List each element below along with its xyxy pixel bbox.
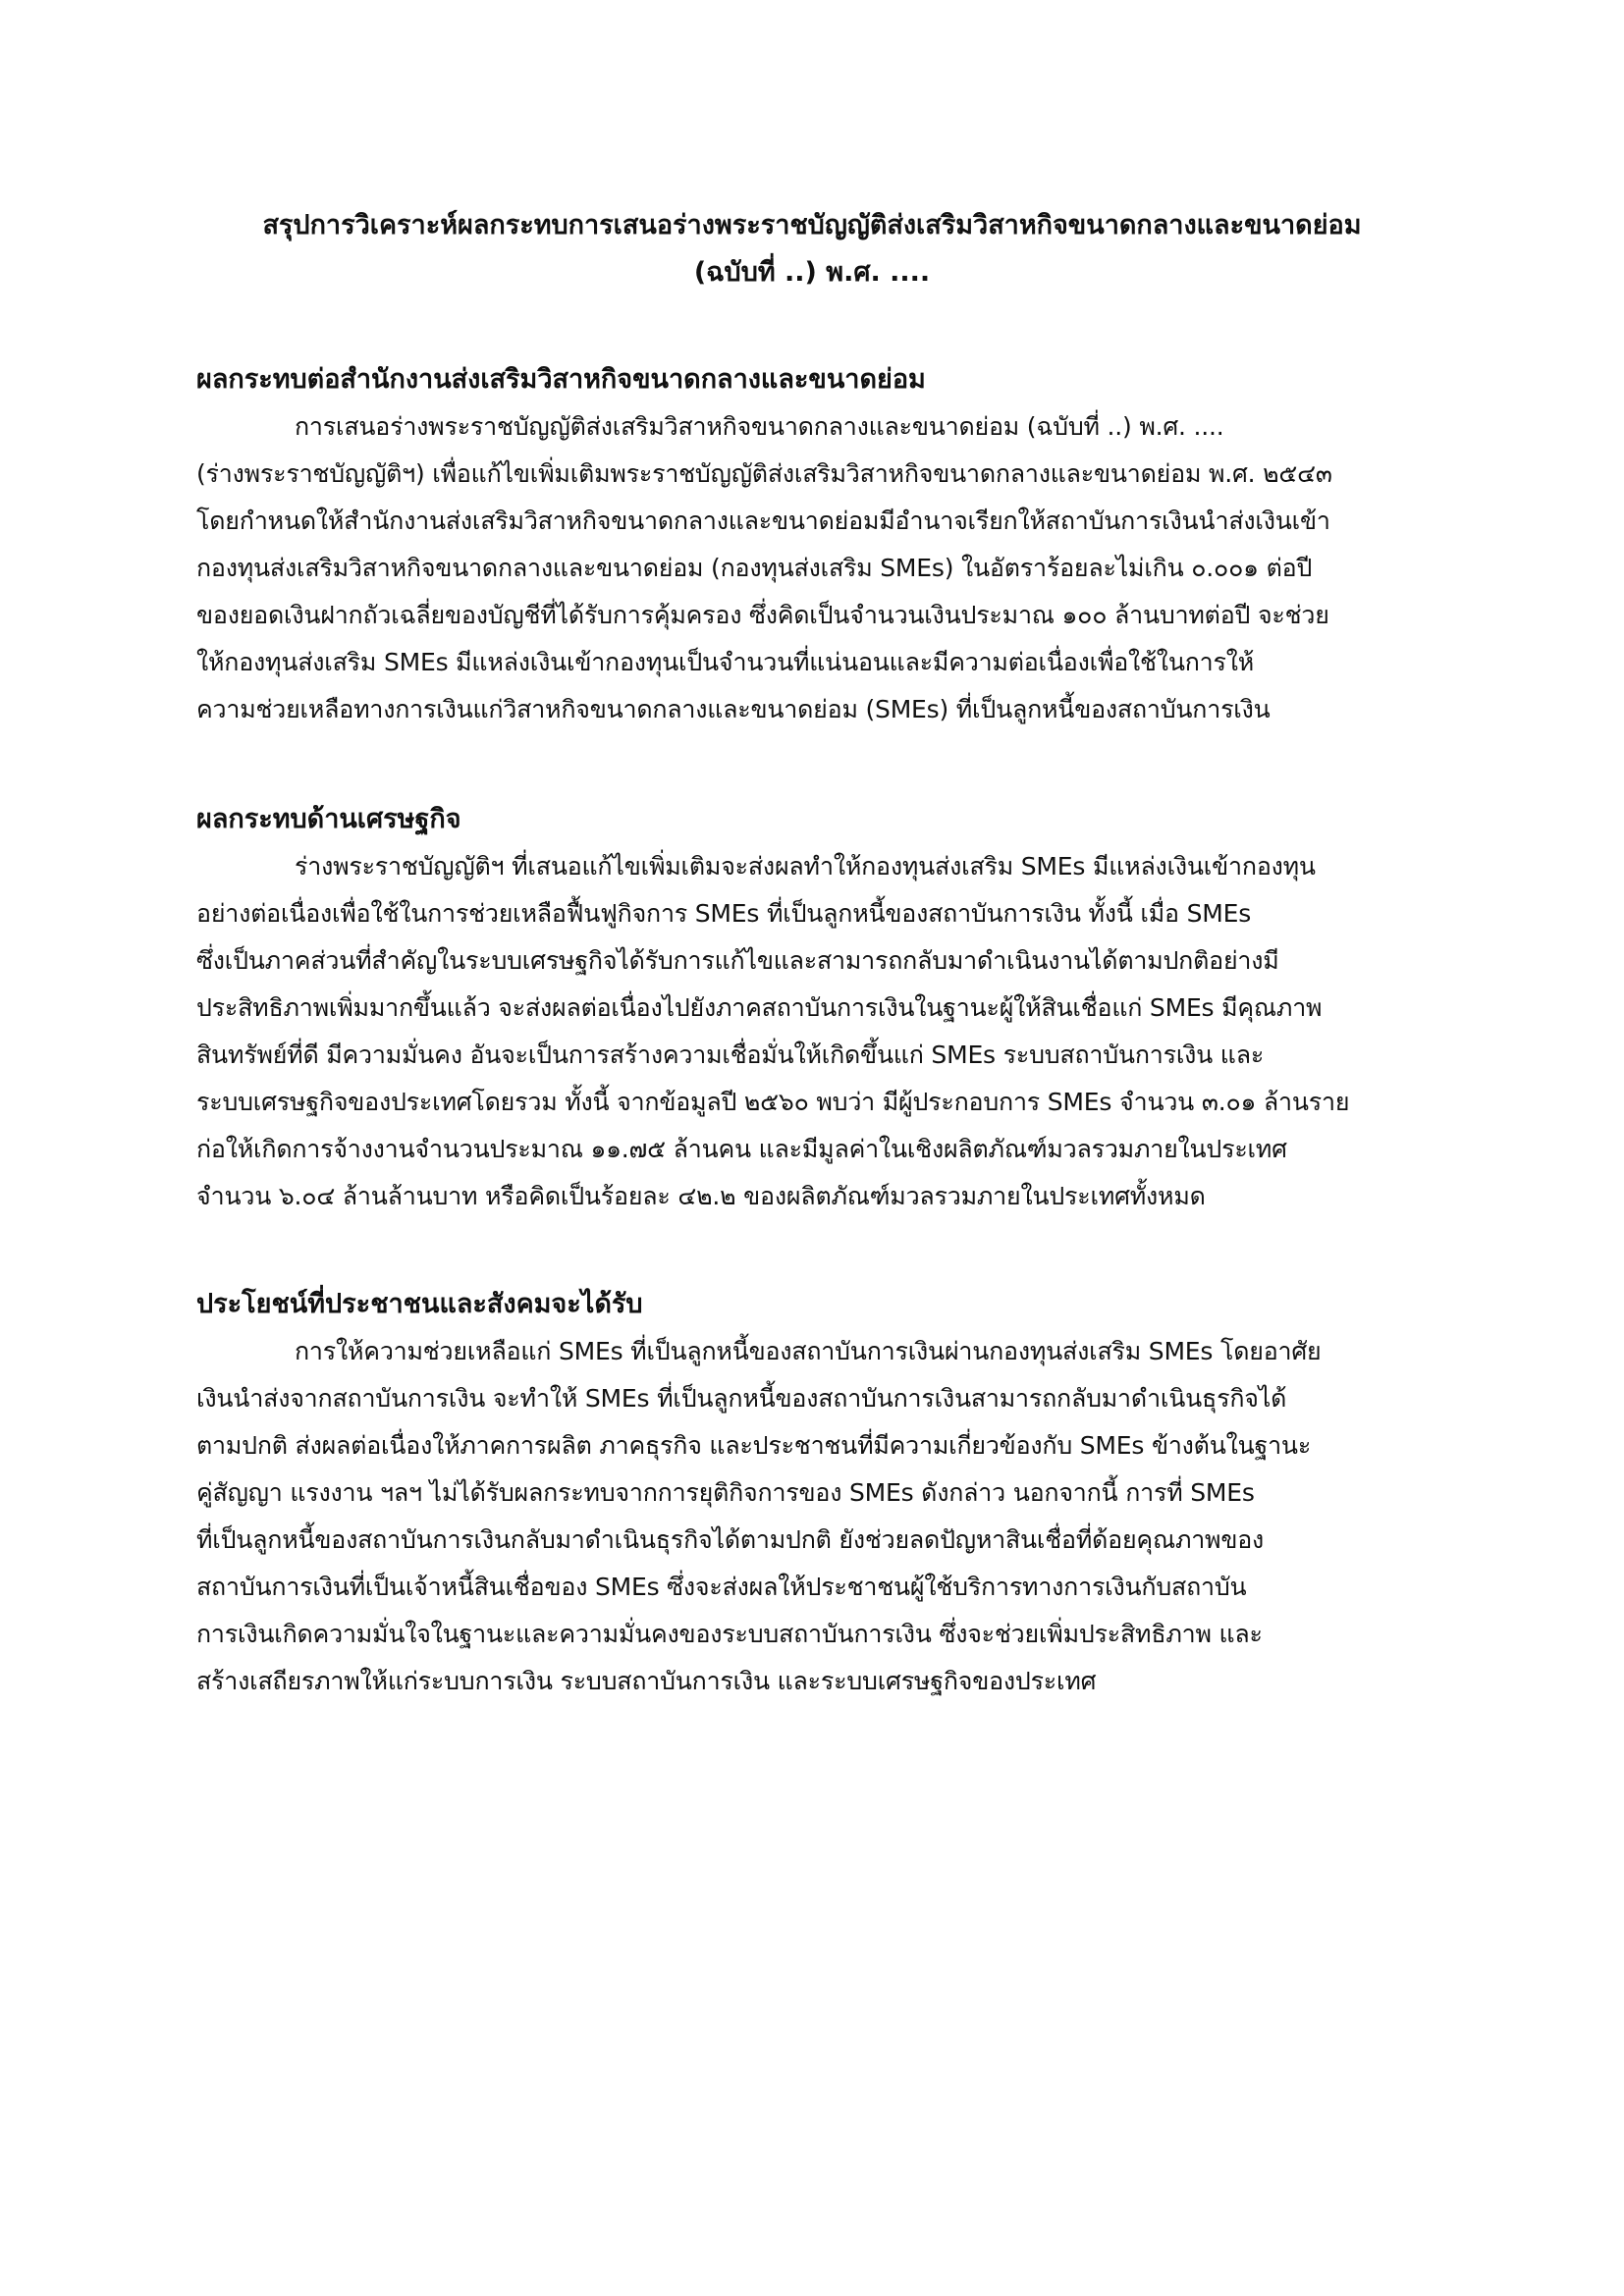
section-heading: ผลกระทบด้านเศรษฐกิจ bbox=[196, 804, 461, 834]
paragraph-line: กองทุนส่งเสริมวิสาหกิจขนาดกลางและขนาดย่อม (กองทุนส่งเสริม SMEs) ในอัตราร้อยละไม่เกิน ๐.๐๐๑ ต่อปี bbox=[196, 554, 1313, 582]
paragraph-line: ของยอดเงินฝากถัวเฉลี่ยของบัญชีที่ได้รับการคุ้มครอง ซึ่งคิดเป็นจำนวนเงินประมาณ ๑๐๐ ล้านบาทต่อปี จะช่วย bbox=[196, 601, 1329, 629]
paragraph-line: อย่างต่อเนื่องเพื่อใช้ในการช่วยเหลือฟื้นฟูกิจการ SMEs ที่เป็นลูกหนี้ของสถาบันการเงิน ทั้งนี้ เมื่อ SMEs bbox=[196, 899, 1252, 928]
paragraph-line: คู่สัญญา แรงงาน ฯลฯ ไม่ได้รับผลกระทบจากการยุติกิจการของ SMEs ดังกล่าว นอกจากนี้ การที่ SMEs bbox=[196, 1478, 1255, 1507]
paragraph-line: ตามปกติ ส่งผลต่อเนื่องให้ภาคการผลิต ภาคธุรกิจ และประชาชนที่มีความเกี่ยวข้องกับ SMEs ข้างต้นในฐานะ bbox=[196, 1431, 1312, 1460]
title-line-2: (ฉบับที่ ..) พ.ศ. .... bbox=[693, 257, 931, 288]
section-heading: ประโยชน์ที่ประชาชนและสังคมจะได้รับ bbox=[196, 1289, 643, 1319]
section-public-benefits bbox=[196, 1281, 1428, 1705]
paragraph-line: จำนวน ๖.๐๔ ล้านล้านบาท หรือคิดเป็นร้อยละ ๔๒.๒ ของผลิตภัณฑ์มวลรวมภายในประเทศทั้งหมด bbox=[196, 1182, 1206, 1210]
title-line-1: สรุปการวิเคราะห์ผลกระทบการเสนอร่างพระราชบัญญัติส่งเสริมวิสาหกิจขนาดกลางและขนาดย่อม bbox=[262, 210, 1362, 240]
paragraph-line: การเงินเกิดความมั่นใจในฐานะและความมั่นคงของระบบสถาบันการเงิน ซึ่งจะช่วยเพิ่มประสิทธิภาพ และ bbox=[196, 1620, 1263, 1648]
paragraph-line: เงินนำส่งจากสถาบันการเงิน จะทำให้ SMEs ที่เป็นลูกหนี้ของสถาบันการเงินสามารถกลับมาดำเนินธุรกิจได้ bbox=[196, 1384, 1287, 1413]
paragraph-line: สินทรัพย์ที่ดี มีความมั่นคง อันจะเป็นการสร้างความเชื่อมั่นให้เกิดขึ้นแก่ SMEs ระบบสถาบันการเงิน และ bbox=[196, 1041, 1265, 1069]
paragraph-line: ร่างพระราชบัญญัติฯ ที่เสนอแก้ไขเพิ่มเติมจะส่งผลทำให้กองทุนส่งเสริม SMEs มีแหล่งเงินเข้ากองทุน bbox=[295, 852, 1316, 881]
paragraph-line: สร้างเสถียรภาพให้แก่ระบบการเงิน ระบบสถาบันการเงิน และระบบเศรษฐกิจของประเทศ bbox=[196, 1667, 1097, 1695]
paragraph-line: ก่อให้เกิดการจ้างงานจำนวนประมาณ ๑๑.๗๕ ล้านคน และมีมูลค่าในเชิงผลิตภัณฑ์มวลรวมภายในประเทศ bbox=[196, 1135, 1287, 1163]
paragraph-line: ความช่วยเหลือทางการเงินแก่วิสาหกิจขนาดกลางและขนาดย่อม (SMEs) ที่เป็นลูกหนี้ของสถาบันการเงิน bbox=[196, 695, 1271, 723]
paragraph-line: ประสิทธิภาพเพิ่มมากขึ้นแล้ว จะส่งผลต่อเนื่องไปยังภาคสถาบันการเงินในฐานะผู้ให้สินเชื่อแก่ SMEs มีคุณภาพ bbox=[196, 993, 1323, 1022]
paragraph-line: (ร่างพระราชบัญญัติฯ) เพื่อแก้ไขเพิ่มเติมพระราชบัญญัติส่งเสริมวิสาหกิจขนาดกลางและขนาดย่อม พ.ศ. ๒๕๔๓ bbox=[196, 459, 1332, 488]
paragraph-line: สถาบันการเงินที่เป็นเจ้าหนี้สินเชื่อของ SMEs ซึ่งจะส่งผลให้ประชาชนผู้ใช้บริการทางการเงินกับสถาบัน bbox=[196, 1573, 1247, 1601]
paragraph-line: ให้กองทุนส่งเสริม SMEs มีแหล่งเงินเข้ากองทุนเป็นจำนวนที่แน่นอนและมีความต่อเนื่องเพื่อใช้ในการให้ bbox=[196, 648, 1254, 676]
section-economic-impact bbox=[196, 796, 1428, 1220]
section-heading: ผลกระทบต่อสำนักงานส่งเสริมวิสาหกิจขนาดกลางและขนาดย่อม bbox=[196, 364, 926, 395]
paragraph-line: ที่เป็นลูกหนี้ของสถาบันการเงินกลับมาดำเนินธุรกิจได้ตามปกติ ยังช่วยลดปัญหาสินเชื่อที่ด้อยคุณภาพของ bbox=[196, 1525, 1265, 1554]
paragraph-line: โดยกำหนดให้สำนักงานส่งเสริมวิสาหกิจขนาดกลางและขนาดย่อมมีอำนาจเรียกให้สถาบันการเงินนำส่งเงินเข้า bbox=[196, 507, 1330, 535]
paragraph-line: การให้ความช่วยเหลือแก่ SMEs ที่เป็นลูกหนี้ของสถาบันการเงินผ่านกองทุนส่งเสริม SMEs โดยอาศัย bbox=[295, 1337, 1322, 1365]
section-office-impact bbox=[196, 356, 1428, 733]
document-title bbox=[196, 202, 1428, 296]
paragraph-line: ซึ่งเป็นภาคส่วนที่สำคัญในระบบเศรษฐกิจได้รับการแก้ไขและสามารถกลับมาดำเนินงานได้ตามปกติอย่างมี bbox=[196, 946, 1279, 975]
paragraph-line: ระบบเศรษฐกิจของประเทศโดยรวม ทั้งนี้ จากข้อมูลปี ๒๕๖๐ พบว่า มีผู้ประกอบการ SMEs จำนวน ๓.๐๑ ล้านราย bbox=[196, 1088, 1350, 1116]
paragraph-line: การเสนอร่างพระราชบัญญัติส่งเสริมวิสาหกิจขนาดกลางและขนาดย่อม (ฉบับที่ ..) พ.ศ. .... bbox=[295, 412, 1224, 441]
